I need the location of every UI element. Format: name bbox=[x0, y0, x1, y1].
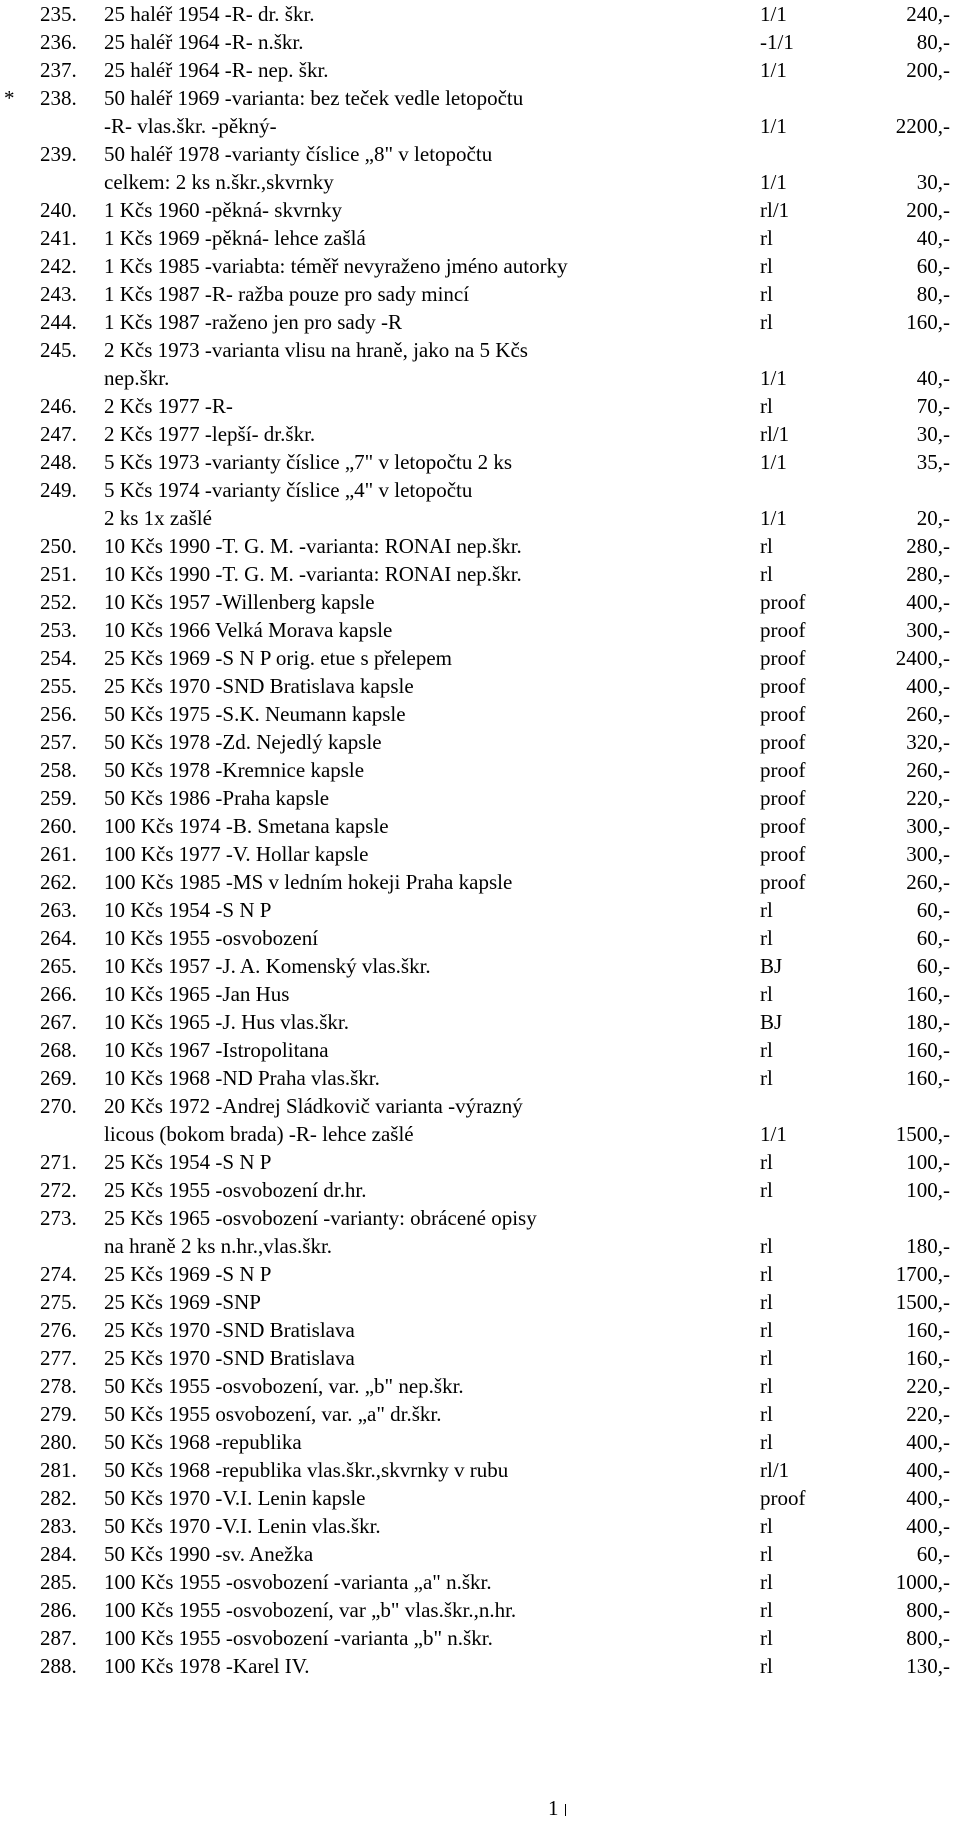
lot-number: 284. bbox=[40, 1542, 77, 1566]
lot-number: 265. bbox=[40, 954, 77, 978]
lot-description: 25 haléř 1954 -R- dr. škr. bbox=[104, 2, 315, 26]
lot-price: 1700,- bbox=[895, 1262, 950, 1286]
catalog-row bbox=[0, 616, 960, 644]
lot-price: 40,- bbox=[916, 226, 950, 250]
lot-description: 5 Kčs 1974 -varianty číslice „4" v letopočtu bbox=[104, 478, 473, 502]
lot-price: 80,- bbox=[916, 282, 950, 306]
lot-description: 100 Kčs 1978 -Karel IV. bbox=[104, 1654, 310, 1678]
lot-number: 258. bbox=[40, 758, 77, 782]
catalog-row bbox=[0, 1400, 960, 1428]
lot-grade: proof bbox=[760, 814, 806, 838]
lot-description: 50 Kčs 1978 -Zd. Nejedlý kapsle bbox=[104, 730, 382, 754]
lot-description: 1 Kčs 1960 -pěkná- skvrnky bbox=[104, 198, 342, 222]
lot-grade: proof bbox=[760, 618, 806, 642]
lot-number: 261. bbox=[40, 842, 77, 866]
lot-price: 400,- bbox=[906, 1486, 950, 1510]
lot-description: 2 ks 1x zašlé bbox=[104, 506, 212, 530]
catalog-row bbox=[0, 364, 960, 392]
lot-description: 2 Kčs 1977 -R- bbox=[104, 394, 233, 418]
lot-grade: BJ bbox=[760, 1010, 783, 1034]
lot-description: 2 Kčs 1973 -varianta vlisu na hraně, jako na 5 Kčs bbox=[104, 338, 528, 362]
lot-number: 267. bbox=[40, 1010, 77, 1034]
lot-number: 260. bbox=[40, 814, 77, 838]
lot-grade: proof bbox=[760, 702, 806, 726]
lot-description: 10 Kčs 1957 -J. A. Komenský vlas.škr. bbox=[104, 954, 431, 978]
lot-price: 220,- bbox=[906, 786, 950, 810]
lot-description: celkem: 2 ks n.škr.,skvrnky bbox=[104, 170, 334, 194]
lot-number: 270. bbox=[40, 1094, 77, 1118]
catalog-row bbox=[0, 476, 960, 504]
lot-description: 25 Kčs 1969 -S N P orig. etue s přelepem bbox=[104, 646, 452, 670]
lot-grade: rl bbox=[760, 1374, 773, 1398]
lot-description: 20 Kčs 1972 -Andrej Sládkovič varianta -výrazný bbox=[104, 1094, 523, 1118]
lot-number: 287. bbox=[40, 1626, 77, 1650]
lot-description: 25 Kčs 1969 -S N P bbox=[104, 1262, 272, 1286]
lot-grade: rl bbox=[760, 1654, 773, 1678]
lot-grade: rl bbox=[760, 898, 773, 922]
lot-price: 60,- bbox=[916, 926, 950, 950]
catalog-row bbox=[0, 952, 960, 980]
catalog-row bbox=[0, 448, 960, 476]
lot-price: 160,- bbox=[906, 1318, 950, 1342]
lot-price: 70,- bbox=[916, 394, 950, 418]
catalog-row bbox=[0, 840, 960, 868]
lot-description: 10 Kčs 1966 Velká Morava kapsle bbox=[104, 618, 393, 642]
lot-grade: rl bbox=[760, 1542, 773, 1566]
lot-price: 20,- bbox=[916, 506, 950, 530]
lot-number: 237. bbox=[40, 58, 77, 82]
lot-description: 5 Kčs 1973 -varianty číslice „7" v letopočtu 2 ks bbox=[104, 450, 513, 474]
lot-number: 271. bbox=[40, 1150, 77, 1174]
catalog-row bbox=[0, 560, 960, 588]
lot-price: 40,- bbox=[916, 366, 950, 390]
lot-grade: 1/1 bbox=[760, 450, 787, 474]
lot-grade: 1/1 bbox=[760, 58, 787, 82]
lot-grade: rl bbox=[760, 1038, 773, 1062]
lot-price: 220,- bbox=[906, 1374, 950, 1398]
lot-price: 160,- bbox=[906, 1066, 950, 1090]
lot-description: 50 haléř 1978 -varianty číslice „8" v letopočtu bbox=[104, 142, 493, 166]
lot-number: 255. bbox=[40, 674, 77, 698]
lot-number: 280. bbox=[40, 1430, 77, 1454]
lot-description: 50 Kčs 1990 -sv. Anežka bbox=[104, 1542, 314, 1566]
catalog-row bbox=[0, 1232, 960, 1260]
catalog-row bbox=[0, 504, 960, 532]
catalog-row bbox=[0, 924, 960, 952]
page-footer bbox=[548, 1794, 566, 1822]
lot-price: 300,- bbox=[906, 618, 950, 642]
lot-price: 180,- bbox=[906, 1234, 950, 1258]
lot-number: 245. bbox=[40, 338, 77, 362]
catalog-row bbox=[0, 728, 960, 756]
lot-grade: rl/1 bbox=[760, 422, 790, 446]
lot-description: nep.škr. bbox=[104, 366, 170, 390]
lot-grade: rl/1 bbox=[760, 198, 790, 222]
catalog-row bbox=[0, 756, 960, 784]
catalog-row bbox=[0, 280, 960, 308]
catalog-row bbox=[0, 700, 960, 728]
catalog-row bbox=[0, 1456, 960, 1484]
lot-price: 800,- bbox=[906, 1598, 950, 1622]
lot-description: 50 Kčs 1970 -V.I. Lenin vlas.škr. bbox=[104, 1514, 381, 1538]
lot-number: 285. bbox=[40, 1570, 77, 1594]
lot-grade: rl/1 bbox=[760, 1458, 790, 1482]
catalog-row bbox=[0, 336, 960, 364]
catalog-row bbox=[0, 1512, 960, 1540]
lot-number: 250. bbox=[40, 534, 77, 558]
lot-price: 260,- bbox=[906, 702, 950, 726]
lot-price: 60,- bbox=[916, 254, 950, 278]
lot-number: 273. bbox=[40, 1206, 77, 1230]
lot-grade: 1/1 bbox=[760, 114, 787, 138]
catalog-row bbox=[0, 112, 960, 140]
lot-grade: rl bbox=[760, 1318, 773, 1342]
catalog-row bbox=[0, 1008, 960, 1036]
lot-description: 50 Kčs 1978 -Kremnice kapsle bbox=[104, 758, 365, 782]
lot-grade: rl bbox=[760, 1430, 773, 1454]
lot-number: 257. bbox=[40, 730, 77, 754]
catalog-row bbox=[0, 1568, 960, 1596]
lot-description: 100 Kčs 1955 -osvobození -varianta „b" n.škr. bbox=[104, 1626, 493, 1650]
lot-number: 254. bbox=[40, 646, 77, 670]
lot-grade: -1/1 bbox=[760, 30, 794, 54]
lot-number: 240. bbox=[40, 198, 77, 222]
lot-description: 100 Kčs 1955 -osvobození, var „b" vlas.škr.,n.hr. bbox=[104, 1598, 517, 1622]
lot-number: 264. bbox=[40, 926, 77, 950]
lot-grade: rl bbox=[760, 562, 773, 586]
lot-description: 10 Kčs 1965 -Jan Hus bbox=[104, 982, 290, 1006]
catalog-row bbox=[0, 644, 960, 672]
lot-grade: rl bbox=[760, 1066, 773, 1090]
lot-price: 2400,- bbox=[895, 646, 950, 670]
lot-description: 10 Kčs 1968 -ND Praha vlas.škr. bbox=[104, 1066, 380, 1090]
lot-description: 1 Kčs 1985 -variabta: téměř nevyraženo jméno autorky bbox=[104, 254, 568, 278]
catalog-row bbox=[0, 56, 960, 84]
lot-grade: proof bbox=[760, 730, 806, 754]
lot-number: 244. bbox=[40, 310, 77, 334]
lot-price: 260,- bbox=[906, 870, 950, 894]
lot-number: 235. bbox=[40, 2, 77, 26]
lot-price: 1000,- bbox=[895, 1570, 950, 1594]
lot-number: 281. bbox=[40, 1458, 77, 1482]
lot-grade: proof bbox=[760, 870, 806, 894]
row-marker: * bbox=[4, 86, 15, 110]
lot-price: 1500,- bbox=[895, 1290, 950, 1314]
catalog-row bbox=[0, 1120, 960, 1148]
lot-grade: rl bbox=[760, 254, 773, 278]
lot-grade: proof bbox=[760, 786, 806, 810]
lot-grade: proof bbox=[760, 646, 806, 670]
lot-price: 100,- bbox=[906, 1178, 950, 1202]
lot-price: 100,- bbox=[906, 1150, 950, 1174]
catalog-row bbox=[0, 1344, 960, 1372]
lot-number: 286. bbox=[40, 1598, 77, 1622]
page-number: 1 bbox=[548, 1796, 559, 1820]
lot-grade: proof bbox=[760, 842, 806, 866]
lot-grade: rl bbox=[760, 1290, 773, 1314]
lot-grade: rl bbox=[760, 982, 773, 1006]
catalog-row bbox=[0, 812, 960, 840]
lot-description: 100 Kčs 1974 -B. Smetana kapsle bbox=[104, 814, 389, 838]
lot-description: 50 Kčs 1968 -republika bbox=[104, 1430, 302, 1454]
lot-price: 800,- bbox=[906, 1626, 950, 1650]
catalog-row bbox=[0, 1624, 960, 1652]
lot-price: 30,- bbox=[916, 422, 950, 446]
lot-price: 35,- bbox=[916, 450, 950, 474]
catalog-row bbox=[0, 672, 960, 700]
lot-description: 2 Kčs 1977 -lepší- dr.škr. bbox=[104, 422, 316, 446]
lot-grade: rl bbox=[760, 1402, 773, 1426]
catalog-row bbox=[0, 308, 960, 336]
lot-description: 100 Kčs 1977 -V. Hollar kapsle bbox=[104, 842, 369, 866]
lot-number: 269. bbox=[40, 1066, 77, 1090]
lot-description: 50 Kčs 1975 -S.K. Neumann kapsle bbox=[104, 702, 406, 726]
lot-price: 200,- bbox=[906, 198, 950, 222]
lot-description: 25 haléř 1964 -R- nep. škr. bbox=[104, 58, 329, 82]
lot-price: 160,- bbox=[906, 1038, 950, 1062]
lot-description: 10 Kčs 1990 -T. G. M. -varianta: RONAI nep.škr. bbox=[104, 534, 522, 558]
lot-grade: rl bbox=[760, 1262, 773, 1286]
catalog-row bbox=[0, 28, 960, 56]
lot-number: 272. bbox=[40, 1178, 77, 1202]
catalog-row bbox=[0, 784, 960, 812]
lot-grade: rl bbox=[760, 1150, 773, 1174]
lot-price: 130,- bbox=[906, 1654, 950, 1678]
lot-price: 240,- bbox=[906, 2, 950, 26]
lot-number: 263. bbox=[40, 898, 77, 922]
catalog-row bbox=[0, 588, 960, 616]
lot-number: 262. bbox=[40, 870, 77, 894]
lot-description: 50 Kčs 1986 -Praha kapsle bbox=[104, 786, 330, 810]
lot-description: 10 Kčs 1990 -T. G. M. -varianta: RONAI nep.škr. bbox=[104, 562, 522, 586]
lot-description: 25 Kčs 1955 -osvobození dr.hr. bbox=[104, 1178, 367, 1202]
lot-price: 60,- bbox=[916, 954, 950, 978]
lot-number: 268. bbox=[40, 1038, 77, 1062]
lot-grade: rl bbox=[760, 310, 773, 334]
lot-number: 282. bbox=[40, 1486, 77, 1510]
lot-number: 249. bbox=[40, 478, 77, 502]
lot-description: 10 Kčs 1954 -S N P bbox=[104, 898, 272, 922]
lot-grade: rl bbox=[760, 226, 773, 250]
lot-grade: 1/1 bbox=[760, 170, 787, 194]
lot-number: 248. bbox=[40, 450, 77, 474]
lot-price: 200,- bbox=[906, 58, 950, 82]
lot-number: 259. bbox=[40, 786, 77, 810]
catalog-row bbox=[0, 1148, 960, 1176]
lot-price: 160,- bbox=[906, 982, 950, 1006]
catalog-row bbox=[0, 980, 960, 1008]
catalog-row bbox=[0, 392, 960, 420]
lot-number: 256. bbox=[40, 702, 77, 726]
lot-grade: proof bbox=[760, 758, 806, 782]
lot-description: na hraně 2 ks n.hr.,vlas.škr. bbox=[104, 1234, 333, 1258]
catalog-row bbox=[0, 1204, 960, 1232]
lot-number: 251. bbox=[40, 562, 77, 586]
catalog-row bbox=[0, 1176, 960, 1204]
lot-number: 288. bbox=[40, 1654, 77, 1678]
catalog-row bbox=[0, 1652, 960, 1680]
catalog-row bbox=[0, 896, 960, 924]
lot-grade: BJ bbox=[760, 954, 783, 978]
lot-grade: proof bbox=[760, 590, 806, 614]
lot-number: 242. bbox=[40, 254, 77, 278]
lot-price: 280,- bbox=[906, 534, 950, 558]
lot-description: 25 Kčs 1954 -S N P bbox=[104, 1150, 272, 1174]
catalog-row bbox=[0, 1092, 960, 1120]
catalog-row bbox=[0, 420, 960, 448]
lot-description: 50 Kčs 1970 -V.I. Lenin kapsle bbox=[104, 1486, 366, 1510]
lot-description: 100 Kčs 1955 -osvobození -varianta „a" n.škr. bbox=[104, 1570, 492, 1594]
lot-grade: rl bbox=[760, 1626, 773, 1650]
lot-number: 277. bbox=[40, 1346, 77, 1370]
lot-price: 160,- bbox=[906, 310, 950, 334]
lot-description: 10 Kčs 1967 -Istropolitana bbox=[104, 1038, 329, 1062]
lot-price: 60,- bbox=[916, 1542, 950, 1566]
lot-description: 25 Kčs 1965 -osvobození -varianty: obrácené opisy bbox=[104, 1206, 537, 1230]
lot-number: 275. bbox=[40, 1290, 77, 1314]
catalog-row bbox=[0, 1540, 960, 1568]
lot-number: 239. bbox=[40, 142, 77, 166]
catalog-row bbox=[0, 168, 960, 196]
lot-grade: rl bbox=[760, 926, 773, 950]
lot-price: 180,- bbox=[906, 1010, 950, 1034]
lot-description: 50 haléř 1969 -varianta: bez teček vedle letopočtu bbox=[104, 86, 524, 110]
lot-price: 400,- bbox=[906, 1430, 950, 1454]
lot-price: 1500,- bbox=[895, 1122, 950, 1146]
lot-grade: proof bbox=[760, 1486, 806, 1510]
lot-description: -R- vlas.škr. -pěkný- bbox=[104, 114, 277, 138]
lot-description: 10 Kčs 1957 -Willenberg kapsle bbox=[104, 590, 375, 614]
lot-grade: rl bbox=[760, 1598, 773, 1622]
lot-number: 252. bbox=[40, 590, 77, 614]
lot-grade: rl bbox=[760, 1178, 773, 1202]
lot-number: 247. bbox=[40, 422, 77, 446]
catalog-row bbox=[0, 1372, 960, 1400]
lot-description: 25 haléř 1964 -R- n.škr. bbox=[104, 30, 304, 54]
lot-number: 243. bbox=[40, 282, 77, 306]
lot-price: 2200,- bbox=[895, 114, 950, 138]
lot-number: 279. bbox=[40, 1402, 77, 1426]
lot-number: 278. bbox=[40, 1374, 77, 1398]
lot-price: 400,- bbox=[906, 674, 950, 698]
lot-number: 253. bbox=[40, 618, 77, 642]
lot-grade: rl bbox=[760, 534, 773, 558]
lot-price: 260,- bbox=[906, 758, 950, 782]
lot-description: 100 Kčs 1985 -MS v ledním hokeji Praha kapsle bbox=[104, 870, 513, 894]
lot-description: 50 Kčs 1968 -republika vlas.škr.,skvrnky v rubu bbox=[104, 1458, 509, 1482]
lot-price: 320,- bbox=[906, 730, 950, 754]
lot-description: 25 Kčs 1970 -SND Bratislava kapsle bbox=[104, 674, 414, 698]
catalog-row bbox=[0, 1064, 960, 1092]
catalog-row bbox=[0, 84, 960, 112]
lot-number: 236. bbox=[40, 30, 77, 54]
lot-grade: 1/1 bbox=[760, 2, 787, 26]
lot-price: 300,- bbox=[906, 814, 950, 838]
lot-number: 238. bbox=[40, 86, 77, 110]
lot-description: 25 Kčs 1969 -SNP bbox=[104, 1290, 261, 1314]
lot-grade: rl bbox=[760, 394, 773, 418]
lot-price: 400,- bbox=[906, 1514, 950, 1538]
catalog-row bbox=[0, 252, 960, 280]
lot-price: 280,- bbox=[906, 562, 950, 586]
lot-grade: rl bbox=[760, 282, 773, 306]
lot-price: 400,- bbox=[906, 1458, 950, 1482]
lot-grade: proof bbox=[760, 674, 806, 698]
lot-price: 60,- bbox=[916, 898, 950, 922]
lot-description: licous (bokom brada) -R- lehce zašlé bbox=[104, 1122, 414, 1146]
catalog-row bbox=[0, 1596, 960, 1624]
page-marker bbox=[565, 1804, 566, 1816]
lot-number: 266. bbox=[40, 982, 77, 1006]
lot-grade: rl bbox=[760, 1234, 773, 1258]
lot-description: 25 Kčs 1970 -SND Bratislava bbox=[104, 1318, 355, 1342]
lot-number: 276. bbox=[40, 1318, 77, 1342]
lot-price: 30,- bbox=[916, 170, 950, 194]
catalog-row bbox=[0, 532, 960, 560]
catalog-row bbox=[0, 1428, 960, 1456]
lot-description: 10 Kčs 1965 -J. Hus vlas.škr. bbox=[104, 1010, 349, 1034]
lot-grade: 1/1 bbox=[760, 1122, 787, 1146]
catalog-row bbox=[0, 1316, 960, 1344]
lot-price: 300,- bbox=[906, 842, 950, 866]
lot-number: 274. bbox=[40, 1262, 77, 1286]
lot-number: 246. bbox=[40, 394, 77, 418]
catalog-row bbox=[0, 1036, 960, 1064]
lot-number: 283. bbox=[40, 1514, 77, 1538]
catalog-row bbox=[0, 1260, 960, 1288]
lot-grade: rl bbox=[760, 1514, 773, 1538]
lot-description: 1 Kčs 1987 -R- ražba pouze pro sady mincí bbox=[104, 282, 470, 306]
lot-grade: rl bbox=[760, 1570, 773, 1594]
lot-description: 1 Kčs 1969 -pěkná- lehce zašlá bbox=[104, 226, 366, 250]
lot-price: 80,- bbox=[916, 30, 950, 54]
catalog-row bbox=[0, 224, 960, 252]
lot-description: 50 Kčs 1955 osvobození, var. „a" dr.škr. bbox=[104, 1402, 442, 1426]
lot-grade: 1/1 bbox=[760, 366, 787, 390]
lot-price: 220,- bbox=[906, 1402, 950, 1426]
catalog-row bbox=[0, 1484, 960, 1512]
catalog-row bbox=[0, 868, 960, 896]
lot-price: 400,- bbox=[906, 590, 950, 614]
catalog-row bbox=[0, 0, 960, 28]
lot-price: 160,- bbox=[906, 1346, 950, 1370]
lot-description: 50 Kčs 1955 -osvobození, var. „b" nep.škr. bbox=[104, 1374, 464, 1398]
lot-description: 25 Kčs 1970 -SND Bratislava bbox=[104, 1346, 355, 1370]
catalog-row bbox=[0, 196, 960, 224]
lot-grade: rl bbox=[760, 1346, 773, 1370]
lot-description: 1 Kčs 1987 -raženo jen pro sady -R bbox=[104, 310, 402, 334]
catalog-row bbox=[0, 1288, 960, 1316]
lot-description: 10 Kčs 1955 -osvobození bbox=[104, 926, 319, 950]
catalog-row bbox=[0, 140, 960, 168]
lot-grade: 1/1 bbox=[760, 506, 787, 530]
lot-number: 241. bbox=[40, 226, 77, 250]
